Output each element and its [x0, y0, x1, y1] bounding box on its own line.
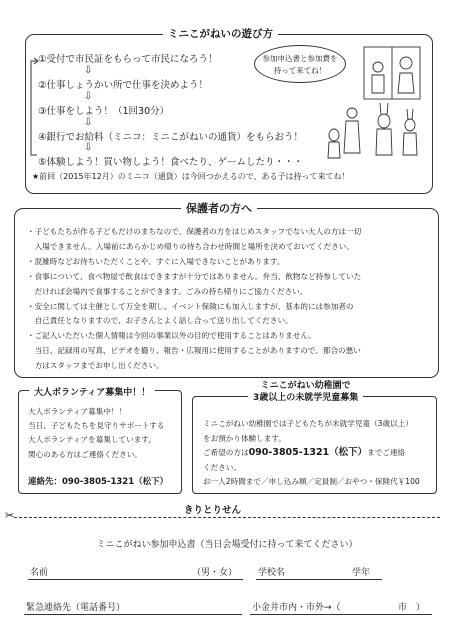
- school-label: 学校名: [258, 568, 286, 578]
- down-arrow-icon: ⇩: [84, 142, 93, 153]
- phone-input-line[interactable]: [24, 614, 242, 615]
- name-input-line[interactable]: [28, 579, 243, 580]
- kinder-contact-text: までご連絡: [367, 448, 406, 458]
- volunteer-line: 当日、子どもたちを見守りサポートする: [28, 421, 165, 431]
- step-5: ⑤体験しよう！買い物しよう！食べたり、ゲームしたり・・・: [38, 157, 304, 168]
- cut-line-label: きりとりせん: [184, 505, 242, 516]
- guardian-line: 自己責任となりますので、お子さんとよく話し合って送り出してください。: [27, 316, 293, 326]
- guardian-notes: [27, 225, 432, 374]
- children-illustration: [326, 43, 426, 163]
- guardian-line: ・混雑時などお待ちいただくことや、すぐに入場できないことがあります。: [27, 256, 285, 266]
- grade-label: 学年: [352, 568, 371, 578]
- scissors-icon: ✂: [5, 509, 15, 522]
- down-arrow-icon: ⇩: [84, 65, 93, 76]
- guardian-line: 入場できません。入場前にあらかじめ帰りの待ち合わせ時間と場所を決めておいてください。: [27, 241, 354, 251]
- kinder-line: ミニこがねい幼稚園では子どもたちが未就学児童（3歳以上）: [203, 419, 413, 428]
- kinder-title-line-2: 3歳以上の未就学児童募集: [253, 393, 359, 403]
- step-1: ①受付で市民証をもらって市民になろう！: [38, 54, 218, 65]
- volunteer-line: 関心のある方はご連絡ください。: [28, 449, 142, 459]
- step-2: ②仕事しょうかい所で仕事を決めよう！: [38, 80, 209, 91]
- guardian-title: 保護者の方へ: [181, 200, 257, 216]
- volunteer-text: [28, 405, 164, 462]
- play-title: ミニこがねいの遊び方: [163, 26, 278, 41]
- kinder-line: お一人2時間まで／申し込み順／定員制／おやつ・保険代￥100: [203, 477, 420, 487]
- school-input-line[interactable]: [256, 579, 382, 580]
- guardian-line: 方はスタッフまでお申し出ください。: [27, 361, 164, 371]
- kinder-title-line-1: ミニこがねい幼稚園で: [260, 381, 351, 391]
- volunteer-line: 大人ボランティア募集中！！: [28, 407, 127, 416]
- volunteer-title: 大人ボランティア募集中！！: [29, 385, 155, 398]
- name-label: 名前: [30, 568, 49, 578]
- down-arrow-icon: ⇩: [84, 91, 93, 102]
- city-label: 小金井市内・市外→（: [252, 603, 341, 613]
- kindergarten-box: [192, 396, 437, 494]
- kindergarten-title: [248, 380, 363, 404]
- guardian-line: だければ会場内で食事することができます。ごみの持ち帰りにご協力ください。: [27, 286, 308, 296]
- city-input-line[interactable]: [250, 614, 432, 615]
- gender-choice[interactable]: （男・女）: [192, 568, 238, 578]
- down-arrow-icon: ⇩: [84, 117, 93, 128]
- bubble-line-1: 参加申込書と参加費を: [262, 54, 338, 63]
- guardian-notes-box: [14, 208, 439, 378]
- kinder-phone: 090-3805-1321（松下）: [248, 447, 368, 459]
- form-title: ミニこがねい参加申込書（当日会場受付に持って来てください）: [96, 540, 358, 550]
- loop-arrow-icon: [28, 57, 40, 159]
- emergency-contact-label: 緊急連絡先（電話番号）: [26, 603, 126, 613]
- bubble-line-2: 持って来てね！: [273, 66, 327, 75]
- guardian-line: ・食事について、食べ物屋で飲食はできますが十分ではありません。弁当、飲物など持参していた: [27, 271, 362, 281]
- kinder-line: ください。: [203, 462, 241, 472]
- kinder-line: [203, 446, 420, 461]
- city-suffix: 市 ）: [398, 603, 426, 613]
- step-3: ③仕事をしよう！（1回30分）: [38, 106, 170, 117]
- volunteer-contact: 連絡先：090-3805-1321（松下）: [28, 477, 169, 487]
- guardian-line: ・安全に関しては主催として万全を期し、イベント保険にも加入しますが、基本的には参加者の: [27, 301, 354, 311]
- kindergarten-text: [203, 417, 420, 490]
- kinder-line: をお預かり体験します。: [203, 433, 286, 443]
- cut-line: [14, 517, 440, 518]
- play-instructions-box: [25, 34, 433, 194]
- guardian-line: ・ご記入いただいた個人情報は今回の事業以外の目的で使用することはありません。: [27, 331, 317, 341]
- guardian-line: ・子どもたちが作る子どもだけのまちなので、保護者の方をはじめスタッフでない大人の方は一切: [27, 227, 362, 236]
- volunteer-line: 大人ボランティアを募集しています。: [28, 435, 156, 445]
- step-4: ④銀行でお給料（ミニコ：ミニこがねいの通貨）をもらおう！: [38, 132, 304, 143]
- currency-note: ★前回（2015年12月）のミニコ（通貨）は今回つかえるので、ある子は持って来てね！: [32, 172, 350, 181]
- guardian-line: 当日、記録用の写真、ビデオを撮り、報告・広報用に使用することがありますので、都合の悪い: [27, 346, 361, 356]
- kinder-apply-text: ご希望の方は: [203, 448, 249, 458]
- volunteer-box: [18, 390, 182, 494]
